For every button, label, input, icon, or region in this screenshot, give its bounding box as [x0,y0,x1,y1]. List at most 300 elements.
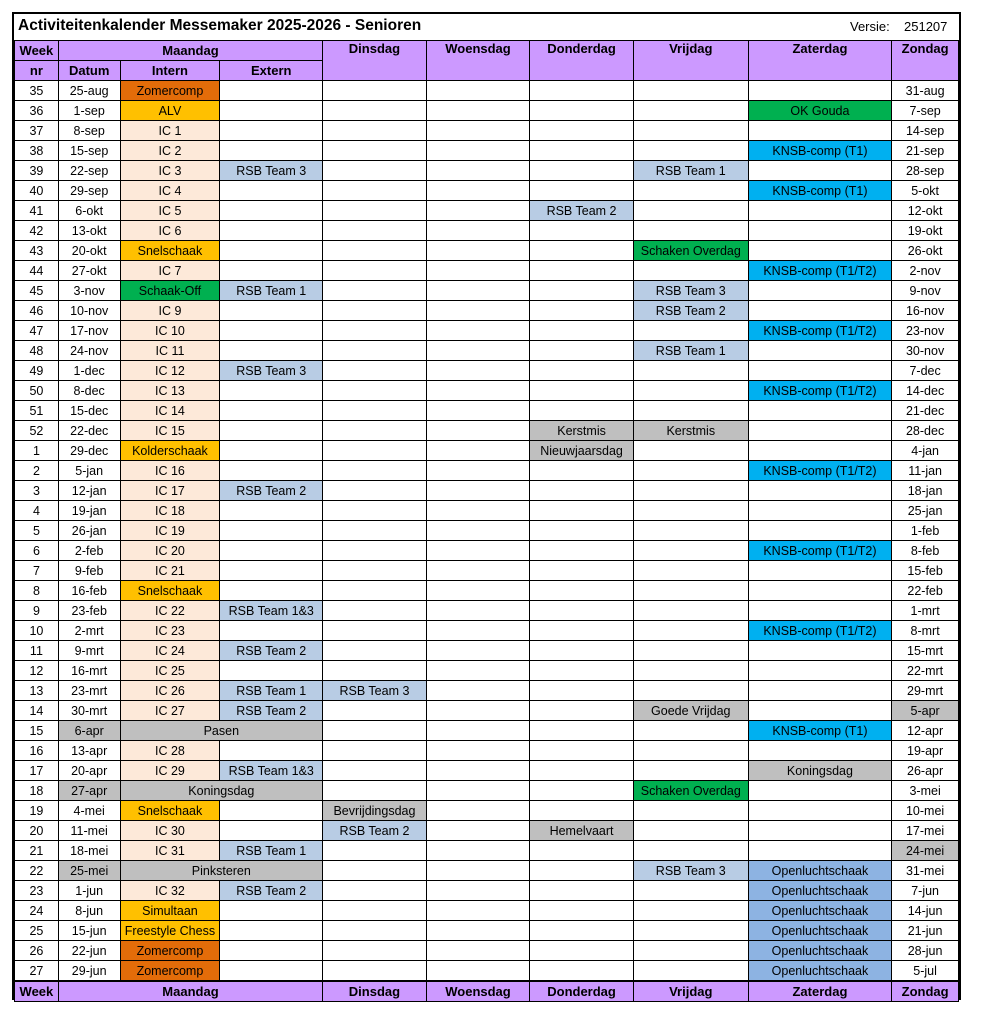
cell-dinsdag [323,241,427,261]
cell-zondag: 19-okt [892,221,959,241]
cell-dinsdag [323,861,427,881]
cell-zaterdag: Openluchtschaak [748,941,892,961]
cell-woensdag [426,801,529,821]
cell-datum: 20-apr [58,761,120,781]
cell-vrijdag: Kerstmis [633,421,748,441]
cell-extern [220,381,323,401]
cell-zaterdag: OK Gouda [748,101,892,121]
cell-woensdag [426,541,529,561]
cell-donderdag [530,521,634,541]
cell-donderdag [530,801,634,821]
cell-datum: 2-feb [58,541,120,561]
cell-donderdag: Kerstmis [530,421,634,441]
table-row [15,681,959,701]
cell-zondag: 14-sep [892,121,959,141]
table-row [15,361,959,381]
cell-vrijdag [633,761,748,781]
cell-zaterdag [748,241,892,261]
header-donderdag: Donderdag [530,41,634,81]
cell-woensdag [426,461,529,481]
cell-datum: 16-feb [58,581,120,601]
cell-vrijdag [633,821,748,841]
table-row [15,521,959,541]
table-row [15,401,959,421]
cell-week: 44 [15,261,59,281]
cell-donderdag [530,301,634,321]
cell-intern: IC 24 [120,641,220,661]
footer-week: Week [15,981,59,1002]
cell-dinsdag [323,741,427,761]
cell-intern: IC 13 [120,381,220,401]
version-label: Versie: [850,19,890,34]
cell-week: 1 [15,441,59,461]
cell-zaterdag: Openluchtschaak [748,901,892,921]
cell-donderdag [530,581,634,601]
table-row [15,101,959,121]
cell-week: 4 [15,501,59,521]
cell-week: 5 [15,521,59,541]
cell-zondag: 12-apr [892,721,959,741]
cell-datum: 8-jun [58,901,120,921]
cell-datum: 17-nov [58,321,120,341]
cell-zondag: 11-jan [892,461,959,481]
cell-week: 38 [15,141,59,161]
cell-donderdag [530,761,634,781]
table-row [15,121,959,141]
cell-week: 6 [15,541,59,561]
cell-zondag: 28-sep [892,161,959,181]
cell-zondag: 31-mei [892,861,959,881]
page-title: Activiteitenkalender Messemaker 2025-2026 - Senioren [18,17,422,34]
cell-donderdag [530,101,634,121]
cell-vrijdag [633,901,748,921]
cell-dinsdag [323,421,427,441]
cell-woensdag [426,561,529,581]
cell-week: 12 [15,661,59,681]
cell-extern [220,101,323,121]
cell-vrijdag [633,621,748,641]
table-row [15,141,959,161]
cell-datum: 8-sep [58,121,120,141]
cell-intern: IC 21 [120,561,220,581]
cell-dinsdag [323,501,427,521]
cell-datum: 24-nov [58,341,120,361]
cell-week: 17 [15,761,59,781]
cell-vrijdag [633,841,748,861]
table-row [15,701,959,721]
cell-extern [220,661,323,681]
cell-extern [220,221,323,241]
cell-vrijdag [633,321,748,341]
cell-extern: RSB Team 1 [220,281,323,301]
cell-vrijdag [633,441,748,461]
cell-zaterdag [748,121,892,141]
cell-zondag: 26-okt [892,241,959,261]
footer-maandag: Maandag [58,981,322,1002]
cell-woensdag [426,81,529,101]
cell-extern: RSB Team 1 [220,841,323,861]
table-row [15,201,959,221]
cell-extern [220,561,323,581]
cell-extern [220,901,323,921]
cell-donderdag [530,361,634,381]
cell-week: 50 [15,381,59,401]
cell-zaterdag: Openluchtschaak [748,961,892,982]
cell-vrijdag: RSB Team 1 [633,161,748,181]
cell-week: 19 [15,801,59,821]
header-maandag: Maandag [58,41,322,61]
cell-dinsdag [323,921,427,941]
cell-extern [220,621,323,641]
cell-vrijdag: RSB Team 3 [633,281,748,301]
cell-datum: 20-okt [58,241,120,261]
table-row [15,561,959,581]
cell-extern [220,941,323,961]
cell-dinsdag [323,521,427,541]
cell-zaterdag [748,641,892,661]
cell-datum: 1-jun [58,881,120,901]
table-row [15,901,959,921]
cell-week: 41 [15,201,59,221]
cell-dinsdag [323,581,427,601]
cell-intern: Zomercomp [120,961,220,982]
cell-zaterdag [748,821,892,841]
cell-datum: 5-jan [58,461,120,481]
cell-woensdag [426,401,529,421]
cell-vrijdag: RSB Team 2 [633,301,748,321]
cell-zaterdag: KNSB-comp (T1/T2) [748,461,892,481]
table-row [15,241,959,261]
cell-datum: 29-dec [58,441,120,461]
cell-donderdag [530,601,634,621]
cell-extern [220,301,323,321]
cell-intern: Simultaan [120,901,220,921]
cell-intern: IC 5 [120,201,220,221]
cell-vrijdag [633,681,748,701]
cell-zaterdag [748,421,892,441]
cell-zondag: 30-nov [892,341,959,361]
cell-zondag: 17-mei [892,821,959,841]
cell-donderdag [530,561,634,581]
cell-vrijdag [633,181,748,201]
cell-zondag: 26-apr [892,761,959,781]
cell-vrijdag [633,721,748,741]
cell-intern: IC 6 [120,221,220,241]
cell-zaterdag: KNSB-comp (T1) [748,721,892,741]
cell-vrijdag [633,581,748,601]
cell-datum: 1-sep [58,101,120,121]
cell-dinsdag [323,721,427,741]
cell-woensdag [426,321,529,341]
cell-extern [220,141,323,161]
cell-intern: IC 9 [120,301,220,321]
cell-zaterdag: KNSB-comp (T1) [748,141,892,161]
cell-intern: IC 23 [120,621,220,641]
cell-week: 40 [15,181,59,201]
cell-zaterdag: Openluchtschaak [748,881,892,901]
cell-zondag: 9-nov [892,281,959,301]
cell-datum: 12-jan [58,481,120,501]
cell-zaterdag: KNSB-comp (T1/T2) [748,621,892,641]
cell-donderdag: Nieuwjaarsdag [530,441,634,461]
footer-dinsdag: Dinsdag [323,981,427,1002]
cell-donderdag [530,341,634,361]
cell-extern [220,521,323,541]
cell-zaterdag [748,501,892,521]
cell-extern [220,181,323,201]
cell-datum: 11-mei [58,821,120,841]
cell-zondag: 18-jan [892,481,959,501]
cell-woensdag [426,501,529,521]
cell-woensdag [426,741,529,761]
cell-donderdag [530,621,634,641]
cell-extern [220,261,323,281]
cell-intern: IC 20 [120,541,220,561]
cell-zaterdag [748,661,892,681]
cell-zaterdag [748,161,892,181]
cell-intern: IC 14 [120,401,220,421]
cell-extern [220,461,323,481]
cell-dinsdag [323,601,427,621]
cell-zondag: 1-feb [892,521,959,541]
cell-datum: 18-mei [58,841,120,861]
cell-vrijdag [633,521,748,541]
table-row [15,641,959,661]
header-zondag: Zondag [892,41,959,81]
table-row [15,781,959,801]
cell-zaterdag: Openluchtschaak [748,921,892,941]
cell-dinsdag [323,941,427,961]
cell-vrijdag [633,401,748,421]
table-row [15,621,959,641]
table-row [15,601,959,621]
cell-dinsdag [323,201,427,221]
header-woensdag: Woensdag [426,41,529,81]
cell-donderdag [530,481,634,501]
cell-woensdag [426,941,529,961]
cell-extern: RSB Team 1 [220,681,323,701]
cell-intern: IC 12 [120,361,220,381]
cell-vrijdag: RSB Team 1 [633,341,748,361]
cell-vrijdag [633,121,748,141]
table-row [15,261,959,281]
cell-woensdag [426,861,529,881]
cell-extern [220,441,323,461]
cell-datum: 8-dec [58,381,120,401]
cell-intern: Kolderschaak [120,441,220,461]
cell-extern [220,961,323,982]
cell-week: 24 [15,901,59,921]
cell-zaterdag [748,681,892,701]
cell-woensdag [426,621,529,641]
cell-woensdag [426,101,529,121]
cell-datum: 30-mrt [58,701,120,721]
cell-intern: IC 15 [120,421,220,441]
cell-vrijdag [633,661,748,681]
cell-intern: IC 31 [120,841,220,861]
cell-intern: ALV [120,101,220,121]
cell-donderdag [530,721,634,741]
table-row [15,961,959,982]
cell-dinsdag: RSB Team 3 [323,681,427,701]
cell-vrijdag: Schaken Overdag [633,241,748,261]
version-value: 251207 [904,19,948,34]
cell-zaterdag [748,781,892,801]
cell-intern: IC 32 [120,881,220,901]
cell-week: 21 [15,841,59,861]
cell-zondag: 29-mrt [892,681,959,701]
cell-donderdag [530,541,634,561]
cell-vrijdag [633,941,748,961]
cell-week: 16 [15,741,59,761]
cell-woensdag [426,161,529,181]
cell-vrijdag: RSB Team 3 [633,861,748,881]
cell-intern: Snelschaak [120,241,220,261]
cell-datum: 29-jun [58,961,120,982]
table-row [15,921,959,941]
cell-zondag: 23-nov [892,321,959,341]
cell-donderdag [530,141,634,161]
calendar-body [15,81,959,982]
cell-week: 49 [15,361,59,381]
cell-dinsdag [323,341,427,361]
cell-zaterdag [748,81,892,101]
table-row [15,381,959,401]
cell-datum: 4-mei [58,801,120,821]
cell-datum: 13-apr [58,741,120,761]
cell-dinsdag [323,401,427,421]
table-row [15,941,959,961]
cell-woensdag [426,841,529,861]
cell-intern: IC 2 [120,141,220,161]
cell-vrijdag [633,201,748,221]
cell-donderdag [530,681,634,701]
cell-datum: 15-jun [58,921,120,941]
header-week: Week [15,41,59,61]
cell-donderdag [530,901,634,921]
cell-donderdag [530,381,634,401]
cell-vrijdag [633,961,748,982]
cell-extern: RSB Team 2 [220,481,323,501]
cell-vrijdag [633,881,748,901]
cell-intern: IC 27 [120,701,220,721]
cell-woensdag [426,881,529,901]
cell-donderdag [530,461,634,481]
cell-donderdag [530,501,634,521]
table-row [15,821,959,841]
cell-intern: IC 28 [120,741,220,761]
cell-intern: IC 10 [120,321,220,341]
table-row [15,861,959,881]
cell-vrijdag: Goede Vrijdag [633,701,748,721]
cell-zondag: 21-dec [892,401,959,421]
cell-woensdag [426,961,529,982]
cell-week: 9 [15,601,59,621]
cell-zondag: 31-aug [892,81,959,101]
cell-vrijdag [633,361,748,381]
cell-zondag: 2-nov [892,261,959,281]
cell-zaterdag: KNSB-comp (T1/T2) [748,321,892,341]
table-row [15,761,959,781]
cell-datum: 25-aug [58,81,120,101]
cell-woensdag [426,121,529,141]
cell-vrijdag: Schaken Overdag [633,781,748,801]
table-row [15,161,959,181]
cell-zaterdag [748,401,892,421]
cell-dinsdag [323,661,427,681]
cell-donderdag [530,861,634,881]
cell-donderdag [530,881,634,901]
header-extern: Extern [220,61,323,81]
footer-woensdag: Woensdag [426,981,529,1002]
cell-extern [220,581,323,601]
cell-donderdag [530,221,634,241]
cell-datum: 15-dec [58,401,120,421]
cell-zaterdag: Openluchtschaak [748,861,892,881]
cell-dinsdag [323,461,427,481]
cell-dinsdag [323,441,427,461]
cell-datum: 23-feb [58,601,120,621]
table-row [15,181,959,201]
cell-intern: Freestyle Chess [120,921,220,941]
cell-datum: 9-mrt [58,641,120,661]
table-row [15,581,959,601]
cell-datum: 27-apr [58,781,120,801]
cell-week: 45 [15,281,59,301]
cell-woensdag [426,341,529,361]
cell-extern: RSB Team 2 [220,641,323,661]
cell-dinsdag [323,221,427,241]
cell-zondag: 7-jun [892,881,959,901]
cell-zondag: 7-sep [892,101,959,121]
cell-donderdag [530,941,634,961]
cell-zaterdag [748,521,892,541]
header-dinsdag: Dinsdag [323,41,427,81]
cell-donderdag: RSB Team 2 [530,201,634,221]
cell-maandag-holiday: Pinksteren [120,861,323,881]
cell-dinsdag [323,701,427,721]
footer-zondag: Zondag [892,981,959,1002]
header-zaterdag: Zaterdag [748,41,892,81]
cell-intern: IC 17 [120,481,220,501]
cell-woensdag [426,661,529,681]
header-datum: Datum [58,61,120,81]
cell-dinsdag [323,781,427,801]
cell-dinsdag [323,361,427,381]
cell-intern: IC 19 [120,521,220,541]
cell-datum: 2-mrt [58,621,120,641]
footer-vrijdag: Vrijdag [633,981,748,1002]
cell-zaterdag [748,341,892,361]
cell-intern: IC 3 [120,161,220,181]
cell-week: 35 [15,81,59,101]
cell-zondag: 7-dec [892,361,959,381]
cell-dinsdag [323,141,427,161]
header-nr: nr [15,61,59,81]
cell-extern [220,501,323,521]
cell-week: 43 [15,241,59,261]
cell-week: 8 [15,581,59,601]
cell-maandag-holiday: Pasen [120,721,323,741]
table-row [15,81,959,101]
cell-dinsdag [323,621,427,641]
cell-intern: IC 4 [120,181,220,201]
cell-vrijdag [633,501,748,521]
cell-week: 51 [15,401,59,421]
cell-woensdag [426,781,529,801]
cell-intern: IC 7 [120,261,220,281]
cell-datum: 1-dec [58,361,120,381]
